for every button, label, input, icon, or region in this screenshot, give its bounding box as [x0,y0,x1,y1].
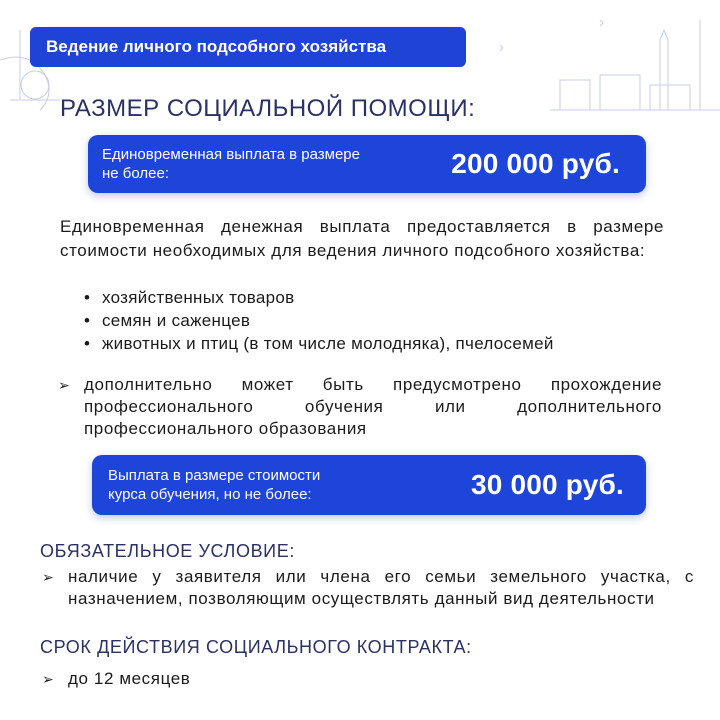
list-item-text: хозяйственных товаров [102,288,295,307]
arrow-bullet-icon: ➢ [58,377,70,393]
header-title: Ведение личного подсобного хозяйства [46,37,387,56]
term-item [42,668,342,690]
section-title: РАЗМЕР СОЦИАЛЬНОЙ ПОМОЩИ: [60,95,476,122]
arrow-bullet-icon: ➢ [42,569,54,585]
description-paragraph: Единовременная денежная выплата предоставляется в размере стоимости необходимых для ведения личного подсобного хозяйства: [60,217,664,260]
items-list [84,286,554,355]
condition-text: наличие у заявителя или члена его семьи земельного участка, с назначением, позволяющим осуществлять данный вид деятельности [68,567,694,608]
list-item-text: семян и саженцев [102,311,251,330]
payment-2-label-line1: Выплата в размере стоимости [108,467,321,484]
payment-1-label [102,145,360,183]
term-title: СРОК ДЕЙСТВИЯ СОЦИАЛЬНОГО КОНТРАКТА: [40,637,472,657]
condition-title: ОБЯЗАТЕЛЬНОЕ УСЛОВИЕ: [40,541,295,561]
payment-1-label-line2: не более: [102,165,170,182]
payment-2-amount: 30 000 руб. [470,469,624,500]
arrow-bullet-icon: ➢ [42,671,54,687]
payment-2-label [108,466,320,504]
bullet-icon: • [84,334,91,353]
list-item [84,332,554,355]
list-item-text: животных и птиц (в том числе молодняка), пчелосемей [102,334,554,353]
additional-item [58,374,664,440]
additional-text: дополнительно может быть предусмотрено прохождение профессионального обучения или дополнительного профессионального образования [84,375,662,438]
header-title-bar [30,27,466,67]
condition-item [42,566,696,610]
bullet-icon: • [84,288,91,307]
list-item [84,309,554,332]
payment-2-label-line2: курса обучения, но не более: [108,486,312,503]
term-text: до 12 месяцев [68,669,191,688]
payment-1-label-line1: Единовременная выплата в размере [102,146,360,163]
bullet-icon: • [84,311,91,330]
payment-box-2 [92,455,646,515]
list-item [84,286,554,309]
payment-box-1 [88,135,646,193]
payment-1-amount: 200 000 руб. [451,148,620,179]
